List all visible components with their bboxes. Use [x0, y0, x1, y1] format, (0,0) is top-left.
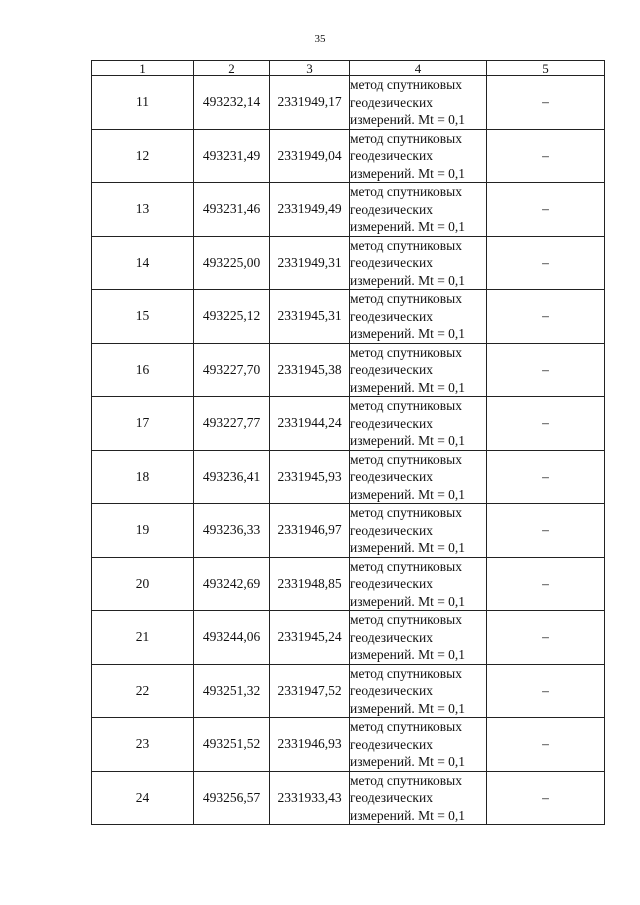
table-row	[92, 290, 605, 344]
header-col-3: 3	[270, 61, 350, 76]
method-line-1: метод спутниковых	[350, 665, 462, 681]
note-cell: –	[487, 397, 605, 451]
method-line-2: геодезических	[350, 94, 433, 110]
method-line-3: измерений. Mt = 0,1	[350, 326, 466, 341]
method-line-2: геодезических	[350, 736, 433, 752]
method-line-1: метод спутниковых	[350, 505, 462, 520]
table-row	[92, 718, 605, 772]
method-line-3: измерений. Mt = 0,1	[350, 700, 466, 716]
table-row	[92, 236, 605, 290]
table-row	[92, 450, 605, 504]
coordinate-y: 2331949,49	[270, 183, 350, 237]
table-row	[92, 397, 605, 451]
point-number: 20	[92, 557, 194, 611]
coordinate-y: 2331949,04	[270, 129, 350, 183]
method-line-3: измерений. Mt = 0,1	[350, 112, 466, 127]
measurement-method	[350, 557, 487, 611]
method-line-2: геодезических	[350, 148, 433, 163]
coordinate-x: 493227,70	[194, 343, 270, 397]
method-line-1: метод спутниковых	[350, 612, 462, 627]
method-line-2: геодезических	[350, 629, 433, 645]
page-number: 35	[314, 33, 326, 45]
point-number: 18	[92, 450, 194, 504]
point-number: 15	[92, 290, 194, 344]
coordinate-y: 2331944,24	[270, 397, 350, 451]
coordinate-x: 493225,00	[194, 236, 270, 290]
header-col-1: 1	[92, 61, 194, 76]
coordinate-x: 493227,77	[194, 397, 270, 451]
measurement-method	[350, 504, 487, 558]
point-number: 19	[92, 504, 194, 558]
coordinate-y: 2331945,38	[270, 343, 350, 397]
note-cell: –	[487, 129, 605, 183]
note-cell: –	[487, 290, 605, 344]
measurement-method	[350, 290, 487, 344]
method-line-1: метод спутниковых	[350, 130, 462, 146]
method-line-3: измерений. Mt = 0,1	[350, 219, 466, 234]
coordinate-y: 2331945,31	[270, 290, 350, 344]
coordinate-y: 2331946,97	[270, 504, 350, 558]
note-cell: –	[487, 718, 605, 772]
table-row	[92, 557, 605, 611]
point-number: 17	[92, 397, 194, 451]
coordinate-x: 493236,33	[194, 504, 270, 558]
coordinate-y: 2331949,31	[270, 236, 350, 290]
coordinate-x: 493225,12	[194, 290, 270, 344]
measurement-method	[350, 771, 487, 825]
table-body	[92, 76, 605, 825]
method-line-2: геодезических	[350, 469, 433, 484]
coordinate-y: 2331945,24	[270, 611, 350, 665]
point-number: 24	[92, 771, 194, 825]
coordinate-x: 493231,49	[194, 129, 270, 183]
table-row	[92, 664, 605, 718]
coordinate-x: 493244,06	[194, 611, 270, 665]
point-number: 22	[92, 664, 194, 718]
coordinate-y: 2331945,93	[270, 450, 350, 504]
table-row	[92, 504, 605, 558]
method-line-3: измерений. Mt = 0,1	[350, 433, 466, 448]
method-line-3: измерений. Mt = 0,1	[350, 272, 466, 288]
point-number: 11	[92, 76, 194, 130]
header-col-4: 4	[350, 61, 487, 76]
method-line-3: измерений. Mt = 0,1	[350, 647, 466, 662]
coordinate-x: 493242,69	[194, 557, 270, 611]
point-number: 21	[92, 611, 194, 665]
method-line-3: измерений. Mt = 0,1	[350, 540, 466, 555]
note-cell: –	[487, 236, 605, 290]
table-row	[92, 183, 605, 237]
table-row	[92, 611, 605, 665]
measurement-method	[350, 236, 487, 290]
method-line-1: метод спутниковых	[350, 558, 462, 574]
measurement-method	[350, 343, 487, 397]
method-line-3: измерений. Mt = 0,1	[350, 754, 466, 769]
note-cell: –	[487, 183, 605, 237]
table-row	[92, 771, 605, 825]
coordinates-table	[91, 60, 605, 825]
method-line-2: геодезических	[350, 308, 433, 324]
method-line-1: метод спутниковых	[350, 184, 462, 199]
point-number: 13	[92, 183, 194, 237]
method-line-2: геодезических	[350, 255, 433, 270]
coordinate-x: 493256,57	[194, 771, 270, 825]
note-cell: –	[487, 450, 605, 504]
table-header-row	[92, 61, 605, 76]
measurement-method	[350, 611, 487, 665]
method-line-1: метод спутниковых	[350, 344, 462, 360]
method-line-2: геодезических	[350, 415, 433, 431]
coordinate-x: 493232,14	[194, 76, 270, 130]
method-line-3: измерений. Mt = 0,1	[350, 165, 466, 181]
point-number: 12	[92, 129, 194, 183]
point-number: 14	[92, 236, 194, 290]
note-cell: –	[487, 76, 605, 130]
method-line-2: геодезических	[350, 362, 433, 377]
method-line-1: метод спутниковых	[350, 451, 462, 467]
method-line-3: измерений. Mt = 0,1	[350, 807, 466, 823]
measurement-method	[350, 76, 487, 130]
method-line-1: метод спутниковых	[350, 237, 462, 253]
measurement-method	[350, 664, 487, 718]
measurement-method	[350, 450, 487, 504]
method-line-3: измерений. Mt = 0,1	[350, 593, 466, 609]
coordinate-x: 493236,41	[194, 450, 270, 504]
coordinate-y: 2331948,85	[270, 557, 350, 611]
point-number: 16	[92, 343, 194, 397]
method-line-3: измерений. Mt = 0,1	[350, 486, 466, 502]
coordinate-y: 2331933,43	[270, 771, 350, 825]
note-cell: –	[487, 664, 605, 718]
method-line-2: геодезических	[350, 683, 433, 698]
note-cell: –	[487, 557, 605, 611]
coordinate-y: 2331949,17	[270, 76, 350, 130]
note-cell: –	[487, 343, 605, 397]
method-line-2: геодезических	[350, 201, 433, 217]
note-cell: –	[487, 771, 605, 825]
measurement-method	[350, 397, 487, 451]
point-number: 23	[92, 718, 194, 772]
table-row	[92, 129, 605, 183]
method-line-1: метод спутниковых	[350, 291, 462, 306]
method-line-2: геодезических	[350, 576, 433, 591]
coordinate-x: 493251,52	[194, 718, 270, 772]
table-row	[92, 343, 605, 397]
note-cell: –	[487, 504, 605, 558]
measurement-method	[350, 129, 487, 183]
coordinate-y: 2331946,93	[270, 718, 350, 772]
method-line-1: метод спутниковых	[350, 398, 462, 413]
header-col-2: 2	[194, 61, 270, 76]
method-line-2: геодезических	[350, 522, 433, 538]
method-line-1: метод спутниковых	[350, 77, 462, 92]
note-cell: –	[487, 611, 605, 665]
coordinate-y: 2331947,52	[270, 664, 350, 718]
method-line-2: геодезических	[350, 790, 433, 805]
table-row	[92, 76, 605, 130]
method-line-1: метод спутниковых	[350, 772, 462, 788]
coordinate-x: 493251,32	[194, 664, 270, 718]
measurement-method	[350, 183, 487, 237]
coordinate-x: 493231,46	[194, 183, 270, 237]
header-col-5: 5	[487, 61, 605, 76]
method-line-1: метод спутниковых	[350, 719, 462, 734]
method-line-3: измерений. Mt = 0,1	[350, 379, 466, 395]
measurement-method	[350, 718, 487, 772]
